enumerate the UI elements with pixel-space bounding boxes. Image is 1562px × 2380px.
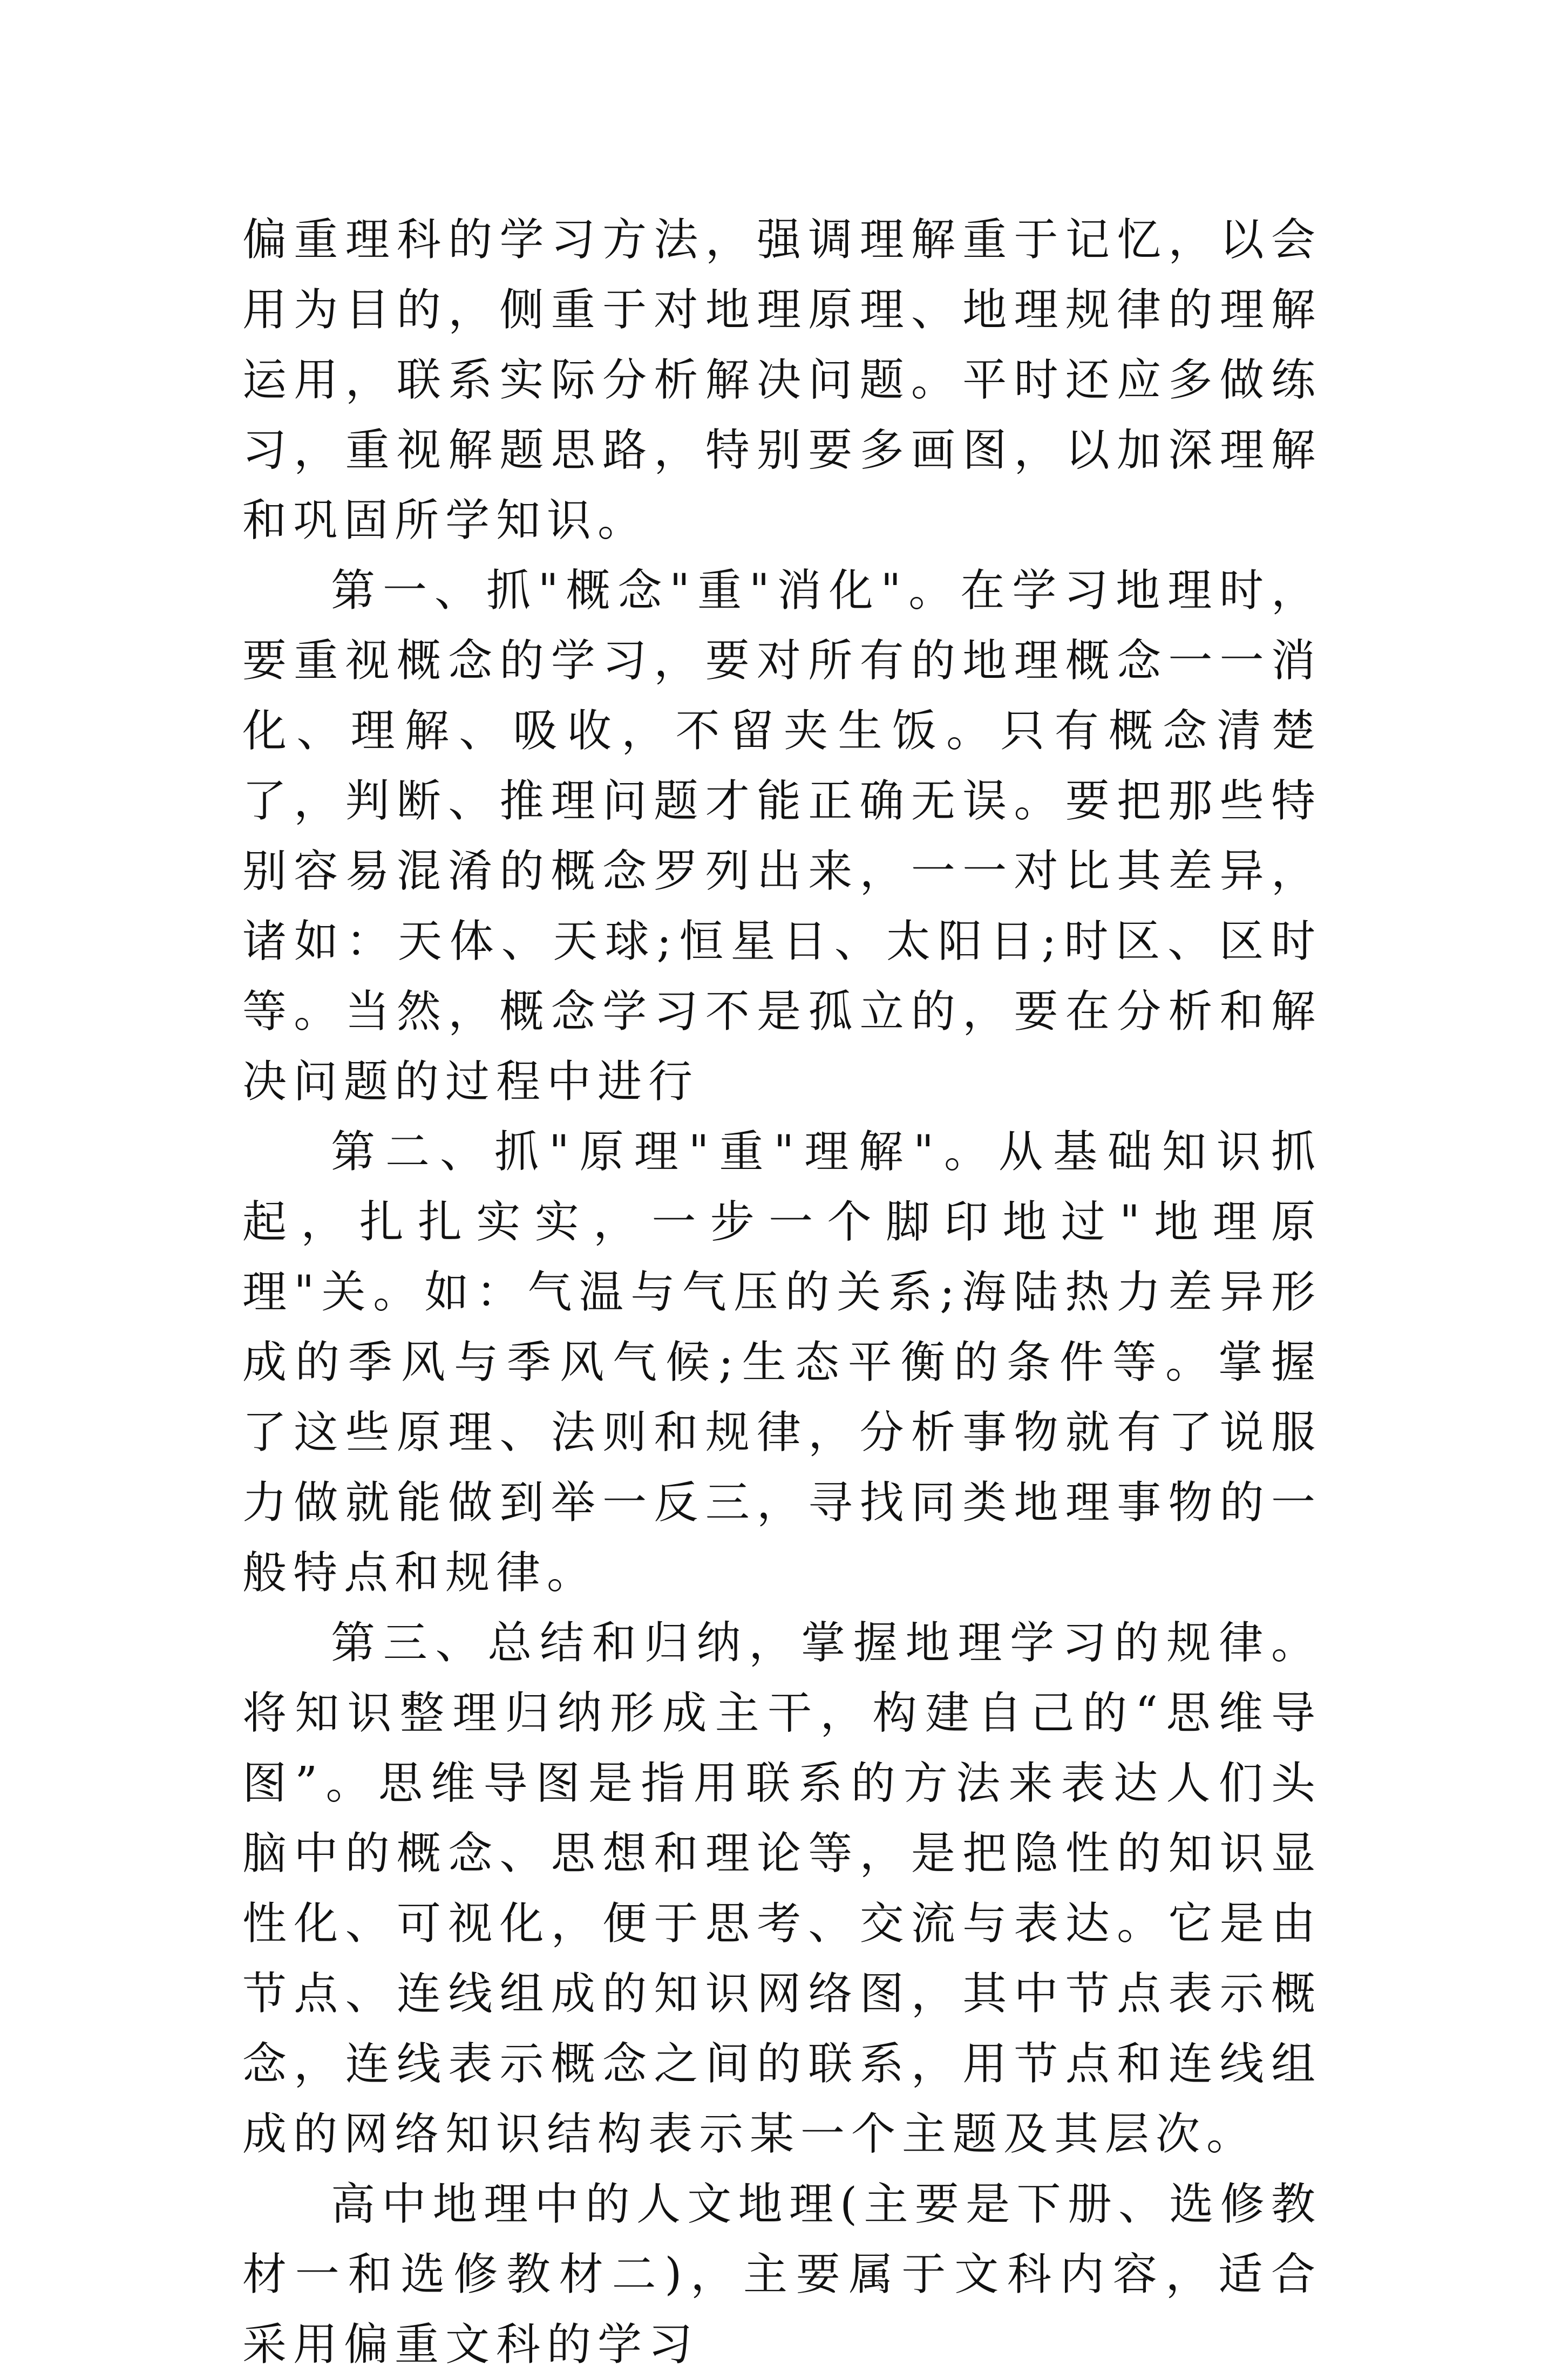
paragraph-study-method-intro: 偏重理科的学习方法，强调理解重于记忆，以会用为目的，侧重于对地理原理、地理规律的理解运用，联系实际分析解决问题。平时还应多做练习，重视解题思路，特别要多画图，以加深理解和巩固所学知识。 [242, 214, 1322, 546]
document-body [242, 205, 1322, 2380]
paragraph-concepts: 第一、抓"概念"重"消化"。在学习地理时，要重视概念的学习，要对所有的地理概念一一消化、理解、吸收，不留夹生饭。只有概念清楚了，判断、推理问题才能正确无误。要把那些特别容易混淆的概念罗列出来，一一对比其差异，诸如：天体、天球;恒星日、太阳日;时区、区时等。当然，概念学习不是孤立的，要在分析和解决问题的过程中进行 [242, 565, 1322, 1107]
paragraph-principles: 第二、抓"原理"重"理解"。从基础知识抓起，扎扎实实，一步一个脚印地过"地理原理"关。如：气温与气压的关系;海陆热力差异形成的季风与季风气候;生态平衡的条件等。掌握了这些原理、法则和规律，分析事物就有了说服力做就能做到举一反三，寻找同类地理事物的一般特点和规律。 [242, 1126, 1322, 1599]
paragraph-human-geography: 高中地理中的人文地理(主要是下册、选修教材一和选修教材二)，主要属于文科内容，适合采用偏重文科的学习 [242, 2179, 1322, 2370]
paragraph-mind-map: 第三、总结和归纳，掌握地理学习的规律。将知识整理归纳形成主干，构建自己的“思维导图”。思维导图是指用联系的方法来表达人们头脑中的概念、思想和理论等，是把隐性的知识显性化、可视化，便于思考、交流与表达。它是由节点、连线组成的知识网络图，其中节点表示概念，连线表示概念之间的联系，用节点和连线组成的网络知识结构表示某一个主题及其层次。 [242, 1617, 1322, 2160]
